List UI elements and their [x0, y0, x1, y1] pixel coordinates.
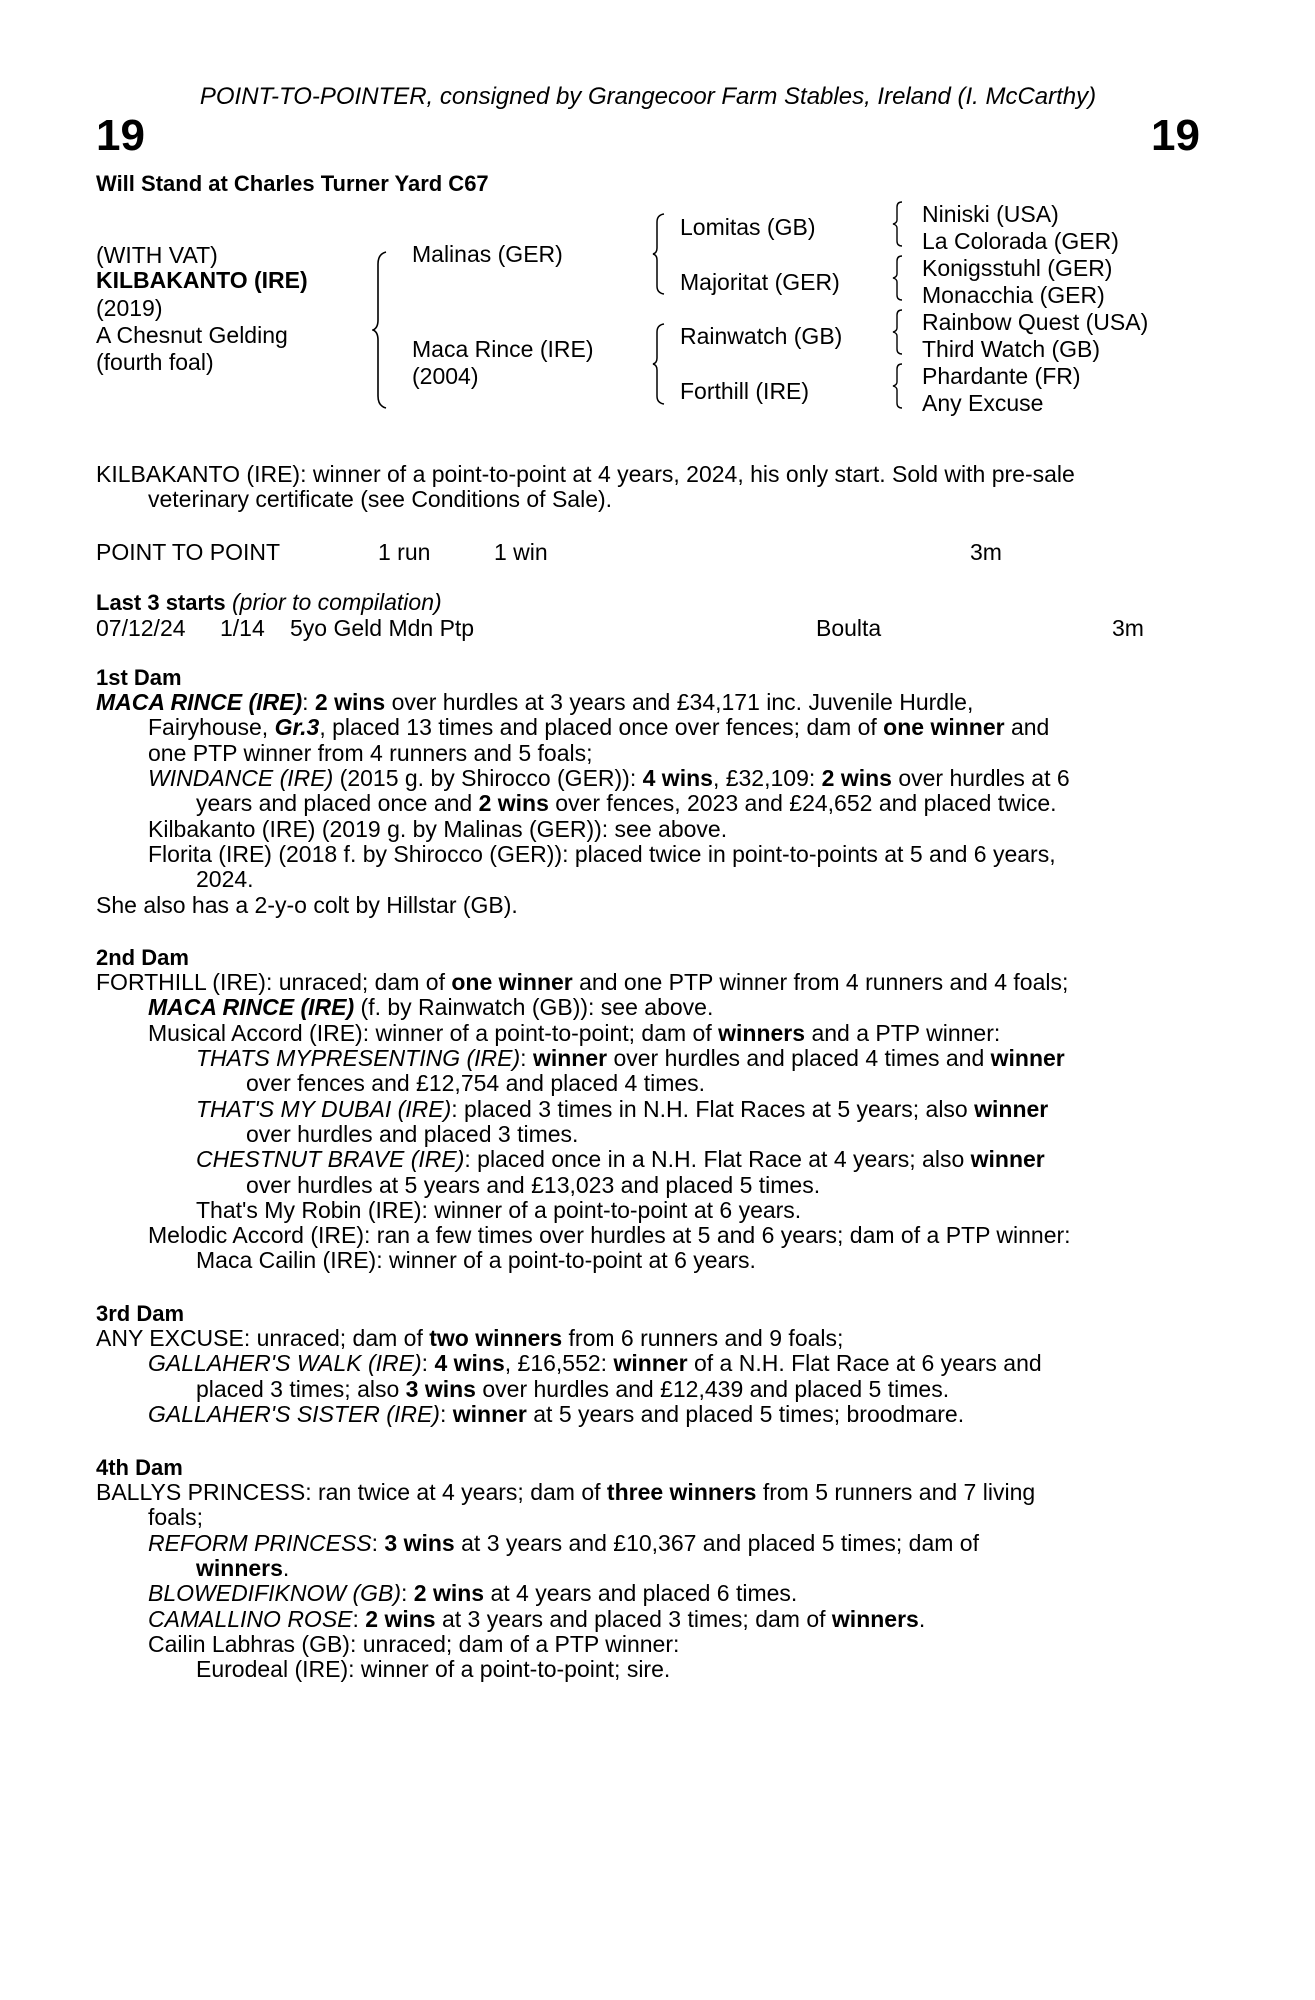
second-dam-heading: 2nd Dam	[96, 945, 189, 970]
record-label: POINT TO POINT	[96, 539, 281, 565]
dam-year: (2004)	[412, 363, 479, 389]
start-course: Boulta	[816, 615, 882, 641]
horse-summary: KILBAKANTO (IRE): winner of a point-to-point at 4 years, 2024, his only start. Sold with pre-sale veterinary certificate (see Conditions of Sale).	[96, 461, 1075, 513]
horse-description: A Chesnut Gelding	[96, 322, 288, 348]
pedigree-brace-sire	[652, 212, 666, 296]
second-dam-section: 2nd Dam FORTHILL (IRE): unraced; dam of one winner and one PTP winner from 4 runners and 4 foals; MACA RINCE (IRE) (f. by Rainwatch (GB)): see above. Musical Accord (IRE): winner of a point-to-point; dam of winners and a PTP winner: THATS MYPRESENTING (IRE): winner over hurdles and placed 4 times and winner over fences and £12,754 and placed 4 times. THAT'S MY DUBAI (IRE): placed 3 times in N.H. Flat Races at 5 years; also winner over hurdles and placed 3 times. CHESTNUT BRAVE (IRE): placed once in a N.H. Flat Race at 4 years; also winner over hurdles at 5 years and £13,023 and placed 5 times. That's My Robin (IRE): winner of a point-to-point at 6 years. Melodic Accord (IRE): ran a few times over hurdles at 5 and 6 years; dam of a PTP winner: Maca Cailin (IRE): winner of a point-to-point at 6 years.	[96, 946, 1200, 1274]
start-race: 5yo Geld Mdn Ptp	[290, 615, 475, 641]
fourth-dam-section: 4th Dam BALLYS PRINCESS: ran twice at 4 years; dam of three winners from 5 runners and 7 living foals; REFORM PRINCESS: 3 wins at 3 years and £10,367 and placed 5 times; dam of winners. BLOWEDIFIKNOW (GB): 2 wins at 4 years and placed 6 times. CAMALLINO ROSE: 2 wins at 3 years and placed 3 times; dam of winners. Cailin Labhras (GB): unraced; dam of a PTP winner: Eurodeal (IRE): winner of a point-to-point; sire.	[96, 1456, 1200, 1683]
horse-year: (2019)	[96, 295, 163, 321]
granddam-3: Third Watch (GB)	[922, 336, 1101, 362]
dam-sire: Rainwatch (GB)	[680, 323, 843, 349]
last-starts-heading: Last 3 starts (prior to compilation)	[96, 589, 442, 615]
first-dam-section: 1st Dam MACA RINCE (IRE): 2 wins over hurdles at 3 years and £34,171 inc. Juvenile Hurdle, Fairyhouse, Gr.3, placed 13 times and placed once over fences; dam of one winner and one PTP winner from 4 runners and 5 foals; WINDANCE (IRE) (2015 g. by Shirocco (GER)): 4 wins, £32,109: 2 wins over hurdles at 6 years and placed once and 2 wins over fences, 2023 and £24,652 and placed twice. Kilbakanto (IRE) (2019 g. by Malinas (GER)): see above. Florita (IRE) (2018 f. by Shirocco (GER)): placed twice in point-to-points at 5 and 6 years, 2024. She also has a 2-y-o colt by Hillstar (GB).	[96, 666, 1200, 918]
dam-name: Maca Rince (IRE)	[412, 336, 594, 362]
granddam-2: Monacchia (GER)	[922, 282, 1105, 308]
pedigree-brace-dam	[652, 322, 666, 406]
record-runs: 1 run	[378, 539, 431, 565]
sire-dam: Majoritat (GER)	[680, 269, 840, 295]
horse-foal: (fourth foal)	[96, 349, 214, 375]
grandsire-4: Phardante (FR)	[922, 363, 1081, 389]
pedigree-brace-g4	[892, 362, 904, 410]
start-distance: 3m	[1112, 615, 1144, 641]
record-wins: 1 win	[494, 539, 548, 565]
dam-dam: Forthill (IRE)	[680, 378, 810, 404]
grandsire-3: Rainbow Quest (USA)	[922, 309, 1149, 335]
pedigree-brace-g2	[892, 254, 904, 302]
granddam-4: Any Excuse	[922, 390, 1044, 416]
sire-sire: Lomitas (GB)	[680, 214, 816, 240]
grandsire-2: Konigsstuhl (GER)	[922, 255, 1113, 281]
record-distance: 3m	[970, 539, 1002, 565]
lot-number-right: 19	[1151, 111, 1200, 160]
pedigree-brace-g1	[892, 200, 904, 248]
start-position: 1/14	[220, 615, 265, 641]
pedigree-brace-g3	[892, 308, 904, 356]
horse-name: KILBAKANTO (IRE)	[96, 267, 308, 293]
lot-number-left: 19	[96, 111, 145, 160]
pedigree-brace-main	[372, 250, 388, 410]
sire-name: Malinas (GER)	[412, 241, 563, 267]
third-dam-section: 3rd Dam ANY EXCUSE: unraced; dam of two winners from 6 runners and 9 foals; GALLAHER'S WALK (IRE): 4 wins, £16,552: winner of a N.H. Flat Race at 6 years and placed 3 times; also 3 wins over hurdles and £12,439 and placed 5 times. GALLAHER'S SISTER (IRE): winner at 5 years and placed 5 times; broodmare.	[96, 1302, 1200, 1427]
vat-note: (WITH VAT)	[96, 242, 218, 268]
fourth-dam-heading: 4th Dam	[96, 1455, 183, 1480]
stand-location: Will Stand at Charles Turner Yard C67	[96, 171, 489, 196]
consignment-header: POINT-TO-POINTER, consigned by Grangecoor Farm Stables, Ireland (I. McCarthy)	[199, 83, 1097, 110]
grandsire-1: Niniski (USA)	[922, 201, 1059, 227]
first-dam-heading: 1st Dam	[96, 665, 182, 690]
start-date: 07/12/24	[96, 615, 186, 641]
granddam-1: La Colorada (GER)	[922, 228, 1119, 254]
third-dam-heading: 3rd Dam	[96, 1301, 185, 1326]
